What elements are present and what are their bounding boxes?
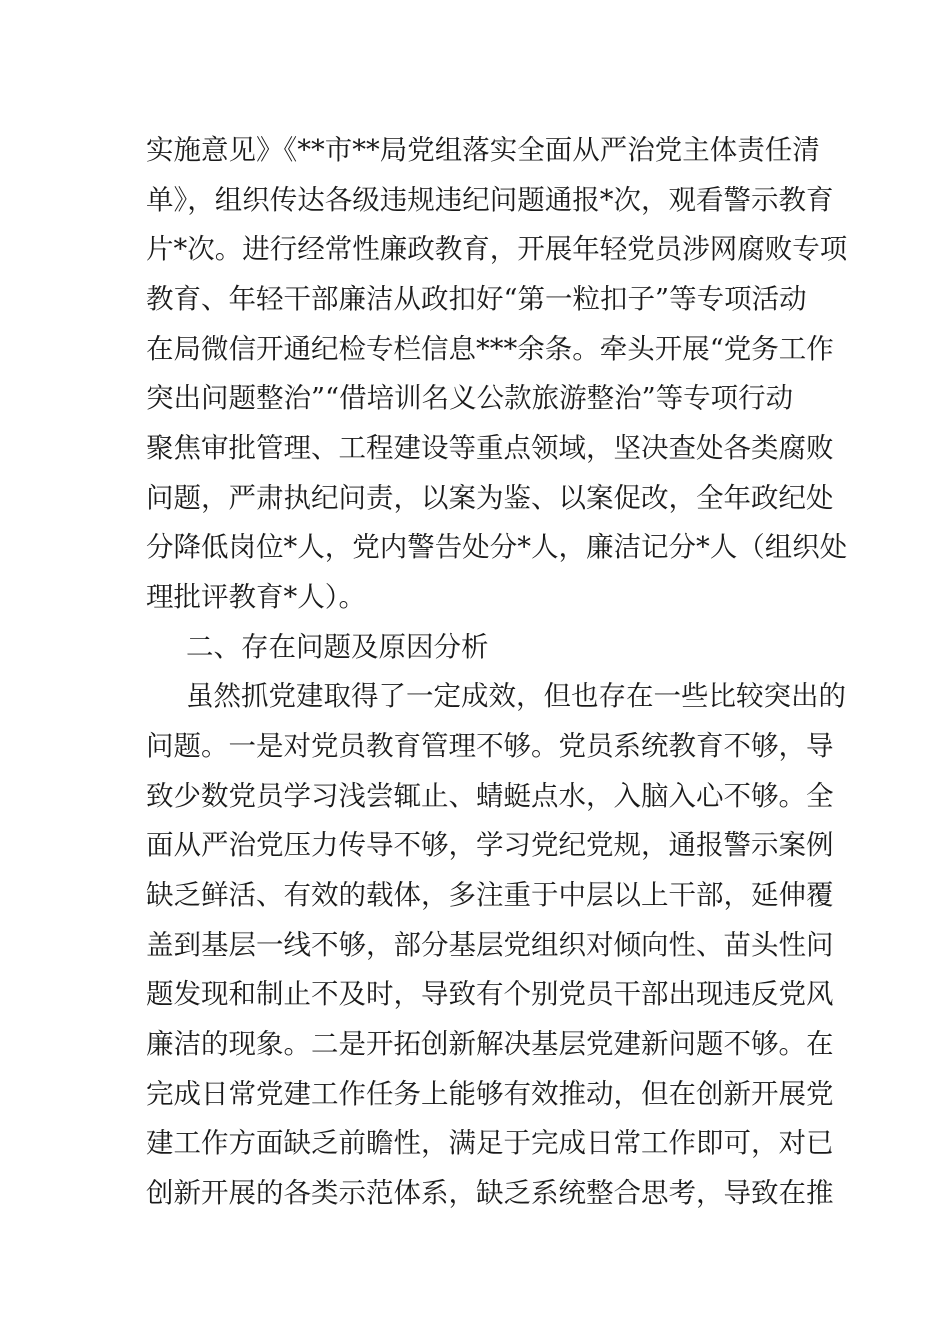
text-line: 缺乏鲜活、有效的载体，多注重于中层以上干部，延伸覆 [146, 879, 834, 911]
text-line: 完成日常党建工作任务上能够有效推动，但在创新开展党 [146, 1078, 834, 1110]
section-heading: 二、存在问题及原因分析 [186, 631, 489, 663]
text-line: 问题。一是对党员教育管理不够。党员系统教育不够，导 [146, 730, 834, 762]
text-line: 问题，严肃执纪问责，以案为鉴、以案促改，全年政纪处 [146, 482, 834, 514]
text-line: 教育、年轻干部廉洁从政扣好“第一粒扣子”等专项活动 [146, 283, 807, 315]
text-line: 片*次。进行经常性廉政教育，开展年轻党员涉网腐败专项 [146, 233, 848, 265]
text-line: 分降低岗位*人，党内警告处分*人，廉洁记分*人（组织处 [146, 531, 848, 563]
text-line: 盖到基层一线不够，部分基层党组织对倾向性、苗头性问 [146, 929, 834, 961]
text-line: 理批评教育*人）。 [146, 581, 366, 613]
text-line: 建工作方面缺乏前瞻性，满足于完成日常工作即可，对已 [146, 1127, 834, 1159]
text-line: 突出问题整治”“借培训名义公款旅游整治”等专项行动 [146, 382, 794, 414]
text-line: 单》，组织传达各级违规违纪问题通报*次，观看警示教育 [146, 184, 834, 216]
text-line: 在局微信开通纪检专栏信息***余条。牵头开展“党务工作 [146, 333, 834, 365]
text-line: 致少数党员学习浅尝辄止、蜻蜓点水，入脑入心不够。全 [146, 780, 834, 812]
text-line: 实施意见》《**市**局党组落实全面从严治党主体责任清 [146, 134, 820, 166]
text-line: 廉洁的现象。二是开拓创新解决基层党建新问题不够。在 [146, 1028, 834, 1060]
text-line: 题发现和制止不及时，导致有个别党员干部出现违反党风 [146, 978, 834, 1010]
text-line: 聚焦审批管理、工程建设等重点领域，坚决查处各类腐败 [146, 432, 834, 464]
text-line: 面从严治党压力传导不够，学习党纪党规，通报警示案例 [146, 829, 834, 861]
text-line: 虽然抓党建取得了一定成效，但也存在一些比较突出的 [186, 680, 846, 712]
text-line: 创新开展的各类示范体系，缺乏系统整合思考，导致在推 [146, 1177, 834, 1209]
